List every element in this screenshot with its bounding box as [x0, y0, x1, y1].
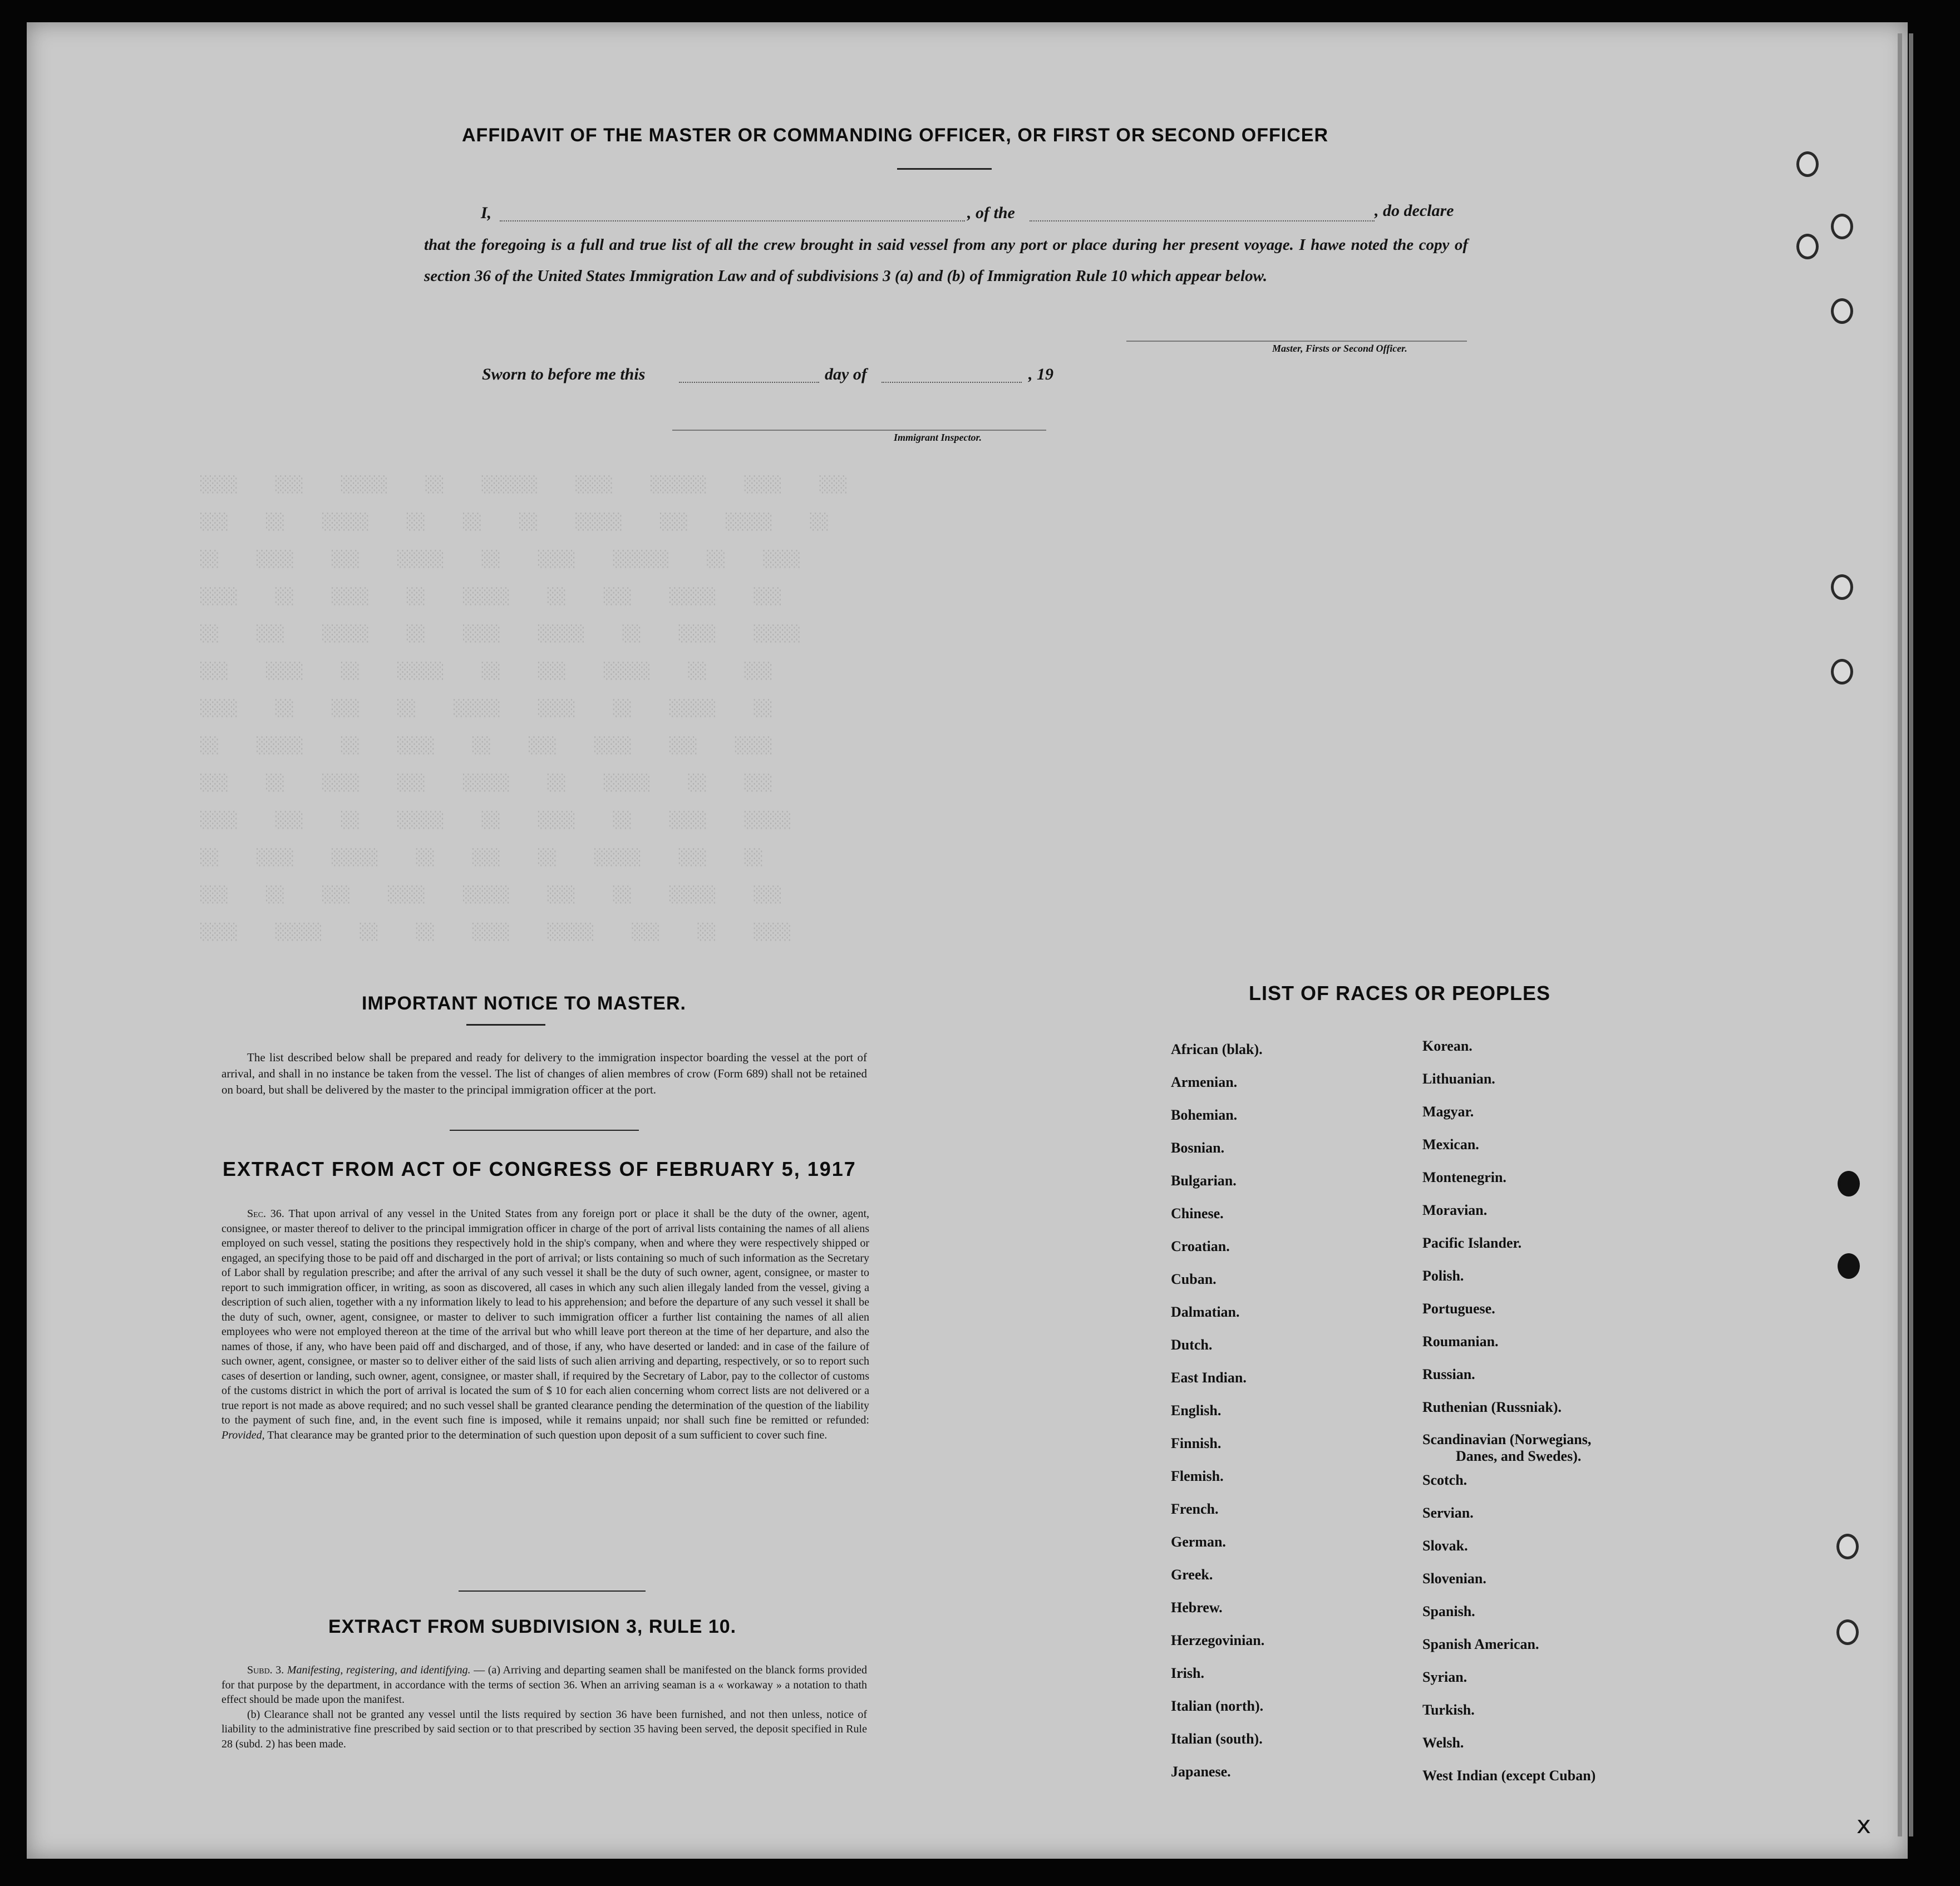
- signature-label: Master, Firsts or Second Officer.: [1272, 343, 1407, 354]
- race-item: Bulgarian.: [1171, 1173, 1237, 1189]
- rule-para-b: (b) Clearance shall not be granted any vessel until the lists required by section 36 have been furnished, and not then unless, notice of liability to the administrative fine prescribed by said section or to that prescribed by section 35 having been served, the deposit specified in Rule 28 (subd. 2) has been made.: [221, 1708, 867, 1750]
- race-item: Slovak.: [1422, 1538, 1468, 1554]
- race-item: Chinese.: [1171, 1205, 1224, 1222]
- race-item: Italian (south).: [1171, 1731, 1263, 1747]
- race-item: Dalmatian.: [1171, 1304, 1240, 1320]
- race-item: Slovenian.: [1422, 1570, 1486, 1587]
- race-item: Greek.: [1171, 1567, 1213, 1583]
- races-left-column: [1171, 1033, 1264, 1788]
- rule-para-a: [221, 1663, 867, 1707]
- affidavit-title: AFFIDAVIT OF THE MASTER OR COMMANDING OFFICER, OR FIRST OR SECOND OFFICER: [462, 125, 1328, 146]
- race-item: Turkish.: [1422, 1702, 1475, 1718]
- notice-rule: [466, 1024, 545, 1026]
- act-title: [223, 1158, 856, 1181]
- act-body: [221, 1207, 869, 1442]
- race-item: Japanese.: [1171, 1764, 1231, 1780]
- race-item: Scotch.: [1422, 1472, 1467, 1488]
- race-item: Flemish.: [1171, 1468, 1224, 1484]
- race-item: Portuguese.: [1422, 1301, 1495, 1317]
- section-label: Sec. 36.: [247, 1208, 284, 1220]
- race-item: Finnish.: [1171, 1435, 1222, 1451]
- section-36-text: That upon arrival of any vessel in the United States from any foreign port or place it shall be the duty of the owner, agent, consignee, or master thereof to deliver to the principal immigration officer in charge of the port of arrival lists containing the names of all aliens employed on such vessel, stating the positions they respectively hold in the ship's company, when and where they were respectively shipped or engaged, an specifying those to be paid off and discharged in the port of arrival; or lists containing so much of such information as the Secretary of Labor shall by regulation prescribe; and after the arrival of any such vessel it shall be the duty of such owner, agent, consignee, or master to report to such immigration officer, in writing, as soon as discovered, all cases in which any such alien illegaly landed from the vessel, giving a description of such alien, together with a ny information likely to lead to his apprehension; and before the departure of any such vessel it shall be the duty of such, owner, agent, consignee, or master to deliver to such immigration officer a further list containing the names of all alien employees who were not employed thereon at the time of the arrival but who whill leave port thereon at the time of her departure, and also the names of those, if any, who have been paid off and discharged, and of those, if any, who have deserted or landed: and in case of the failure of such owner, agent, consignee, or master so to deliver either of the said lists of such alien arriving and departing, respectively, or so to report such cases of desertion or landing, such owner, agent, consignee, or master shall, if required by the Secretary of Labor, pay to the collector of customs of the customs district in which the port of arrival is located the sum of $ 10 for each alien concerning whom correct lists are not delivered or a true report is not made as above required; and no such vessel shall be granted clearance pending the determination of the question of the liability to the payment of such fine, and, in the event such fine is imposed, while it remains unpaid; nor shall such fine be remitted or refunded:: [221, 1208, 869, 1426]
- corner-handwritten-mark: x: [1856, 1811, 1872, 1839]
- punch-hole: [1838, 1253, 1860, 1279]
- sworn-day-of: day of: [825, 365, 867, 383]
- punch-hole: [1831, 214, 1853, 239]
- sworn-day-field[interactable]: [679, 382, 819, 383]
- punch-hole: [1796, 234, 1819, 259]
- race-item: Ruthenian (Russniak).: [1422, 1399, 1562, 1415]
- punch-hole: [1831, 574, 1853, 600]
- page-edge: [1909, 33, 1913, 1836]
- punch-hole: [1836, 1534, 1859, 1559]
- race-item: West Indian (except Cuban): [1422, 1767, 1596, 1784]
- rule-body: [221, 1663, 867, 1751]
- race-item: African (blak).: [1171, 1041, 1263, 1057]
- race-item: Spanish.: [1422, 1603, 1475, 1619]
- sworn-year: , 19: [1028, 365, 1053, 383]
- race-item: Welsh.: [1422, 1735, 1464, 1751]
- race-item: Scandinavian (Norwegians,: [1422, 1431, 1592, 1447]
- title-rule: [897, 168, 992, 170]
- race-item: English.: [1171, 1402, 1222, 1419]
- race-item: Italian (north).: [1171, 1698, 1264, 1714]
- section-rule: [459, 1590, 646, 1592]
- vessel-prefix: , of the: [967, 204, 1015, 222]
- race-item: Bohemian.: [1171, 1107, 1238, 1123]
- act-title-text: EXTRACT FROM ACT OF CONGRESS OF FEBRUARY 5, 1917: [223, 1158, 856, 1180]
- race-item: Roumanian.: [1422, 1333, 1499, 1350]
- race-item: Montenegrin.: [1422, 1169, 1506, 1185]
- races-right-column: [1422, 1030, 1595, 1792]
- race-item: Korean.: [1422, 1038, 1473, 1054]
- subdivision-heading: Manifesting, registering, and identifying.: [287, 1664, 471, 1676]
- race-item: Herzegovinian.: [1171, 1632, 1265, 1648]
- race-item: Danes, and Swedes).: [1456, 1448, 1582, 1464]
- race-item: French.: [1171, 1501, 1219, 1517]
- race-item: German.: [1171, 1534, 1226, 1550]
- bleed-through-texture: ░░░░ ░░░ ░░░░░ ░░ ░░░░░░ ░░░░ ░░░░░░ ░░░░ ░░░ ░░░ ░░ ░░░░░ ░░ ░░ ░░ ░░░░░ ░░░ ░░░░░ ░░ ░░ ░░░░ ░░░ ░░░░░ ░░ ░░░░ ░░░░░░ ░░ ░░░░ ░░░░ ░░ ░░░░ ░░ ░░░░░ ░░ ░░░ ░░░░░ ░░░ ░░ ░░░ ░░░░░ ░░ ░░░░ ░░░░░ ░░ ░░░░ ░░░░░ ░░░ ░░░░ ░░ ░░░░░ ░░ ░░░ ░░░░░ ░░ ░░░ ░░░░ ░░ ░░░ ░░ ░░░░░ ░░░░ ░░ ░░░░░ ░░ ░░ ░░░░░ ░░ ░░░░ ░░ ░░░ ░░░░ ░░░ ░░░░ ░░░ ░░ ░░░░ ░░░ ░░░░░ ░░ ░░░░░ ░░ ░░░ ░░░░ ░░░ ░░ ░░░░░ ░░ ░░░░ ░░ ░░░░ ░░░░░ ░░ ░░░░ ░░░░░ ░░ ░░░ ░░ ░░░░░ ░░░ ░░ ░░░ ░░ ░░░ ░░░░ ░░░░░ ░░░ ░░ ░░░░░ ░░░ ░░░░ ░░░░░ ░░ ░░ ░░░░ ░░░░░ ░░░ ░░ ░░░░: [200, 475, 848, 941]
- race-item: Pacific Islander.: [1422, 1235, 1522, 1251]
- race-item: Bosnian.: [1171, 1140, 1225, 1156]
- punch-hole: [1838, 1171, 1860, 1196]
- inspector-label: Immigrant Inspector.: [894, 432, 982, 443]
- race-item: Spanish American.: [1422, 1636, 1539, 1652]
- declarant-prefix: I,: [481, 204, 492, 222]
- race-item: Hebrew.: [1171, 1599, 1223, 1616]
- race-item: Armenian.: [1171, 1074, 1238, 1090]
- punch-hole: [1796, 151, 1819, 177]
- race-item: Servian.: [1422, 1505, 1474, 1521]
- affidavit-body: that the foregoing is a full and true list of all the crew brought in said vessel from any port or place during her present voyage. I hawe noted the copy of section 36 of the United States Immigration Law and of subdivisions 3 (a) and (b) of Immigration Rule 10 which appear below.: [424, 236, 1468, 285]
- rule-title: EXTRACT FROM SUBDIVISION 3, RULE 10.: [328, 1616, 737, 1637]
- race-item: Lithuanian.: [1422, 1071, 1495, 1087]
- race-item: Moravian.: [1422, 1202, 1488, 1218]
- race-item: Mexican.: [1422, 1136, 1479, 1153]
- race-item: Syrian.: [1422, 1669, 1467, 1685]
- race-item: Magyar.: [1422, 1104, 1474, 1120]
- section-36-ending: That clearance may be granted prior to the determination of such question upon deposit of a sum sufficient to cover such fine.: [267, 1429, 828, 1441]
- notice-title: IMPORTANT NOTICE TO MASTER.: [362, 993, 686, 1014]
- inspector-signature-line[interactable]: [672, 430, 1046, 431]
- sworn-prefix: Sworn to before me this: [482, 365, 646, 383]
- punch-hole: [1831, 659, 1853, 685]
- punch-hole: [1831, 298, 1853, 324]
- race-item: Croatian.: [1171, 1238, 1230, 1254]
- page-edge: [1898, 33, 1902, 1836]
- provided-term: Provided,: [221, 1429, 265, 1441]
- punch-hole: [1836, 1619, 1859, 1645]
- race-item: Dutch.: [1171, 1337, 1213, 1353]
- race-item: Russian.: [1422, 1366, 1475, 1382]
- declare-suffix: , do declare: [1375, 201, 1454, 220]
- race-item: Irish.: [1171, 1665, 1204, 1681]
- race-item: East Indian.: [1171, 1370, 1247, 1386]
- sworn-month-field[interactable]: [881, 382, 1022, 383]
- race-item: Polish.: [1422, 1268, 1464, 1284]
- race-item: Cuban.: [1171, 1271, 1217, 1287]
- notice-body: The list described below shall be prepared and ready for delivery to the immigration inspector boarding the vessel at the port of arrival, and shall in no instance be taken from the vessel. The list of changes of alien membres of crow (Form 689) shall not be retained on board, but shall be delivered by the master to the principal immigration officer at the port.: [221, 1051, 867, 1096]
- signature-line[interactable]: [1126, 341, 1467, 342]
- section-rule: [450, 1130, 639, 1131]
- declarant-name-field[interactable]: [500, 220, 965, 221]
- rule-para-a-text: — (a) Arriving and departing seamen shall be manifested on the blanck forms provided for that purpose by the department, in accordance with the terms of section 36. When an arriving seaman is a « workaway » a notation to thath effect should be made upon the manifest.: [221, 1664, 867, 1706]
- subdivision-label: Subd. 3.: [247, 1664, 284, 1676]
- vessel-name-field[interactable]: [1030, 220, 1375, 221]
- races-title: LIST OF RACES OR PEOPLES: [1249, 982, 1551, 1004]
